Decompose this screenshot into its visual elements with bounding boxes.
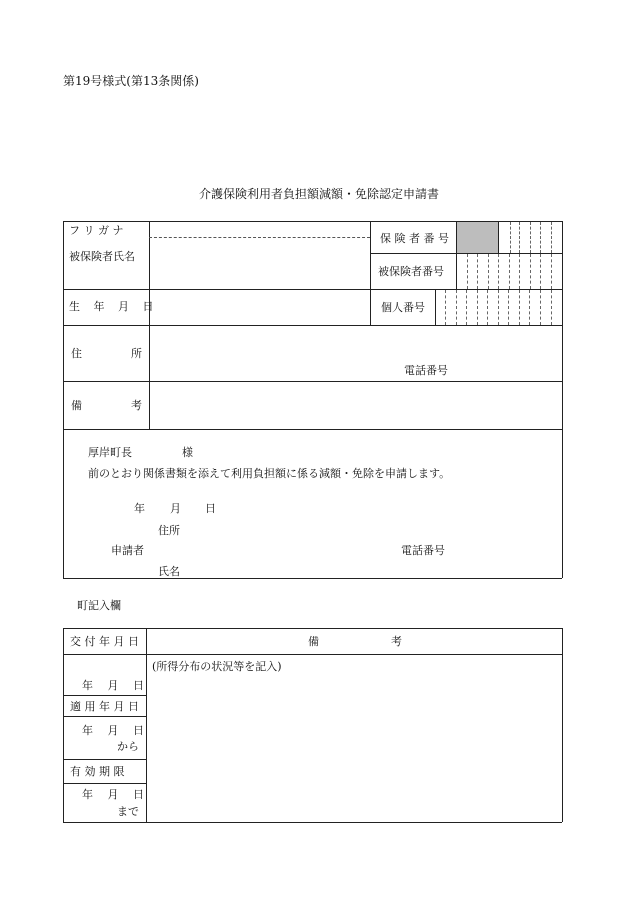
- request-statement: 前のとおり関係書類を添えて利用負担額に係る減額・免除を申請します。: [88, 467, 451, 480]
- insured-name-label: 被保険者氏名: [69, 250, 135, 263]
- issue-date-label: 交 付 年 月 日: [70, 635, 139, 648]
- address-label-part2: 所: [131, 347, 142, 360]
- furigana-label: フ リ ガ ナ: [69, 224, 124, 237]
- from-label: から: [117, 740, 139, 753]
- form-title: 介護保険利用者負担額減額・免除認定申請書: [199, 187, 440, 201]
- date-month-label: 月: [170, 502, 181, 515]
- form-number: 第19号様式(第13条関係): [63, 74, 199, 88]
- address-label-part1: 住: [71, 347, 82, 360]
- insurer-number-label: 保 険 者 番 号: [380, 232, 449, 245]
- town-remarks-label-part2: 考: [391, 635, 402, 648]
- remarks-label-part1: 備: [71, 399, 82, 412]
- until-label: まで: [117, 805, 139, 818]
- issue-date-ymd: 年 月 日: [82, 679, 144, 692]
- date-day-label: 日: [205, 502, 216, 515]
- remarks-note: (所得分布の状況等を記入): [152, 660, 282, 673]
- addressee: 厚岸町長: [88, 446, 132, 459]
- apply-date-label: 適 用 年 月 日: [70, 700, 139, 713]
- remarks-label-part2: 考: [131, 399, 142, 412]
- personal-number-label: 個人番号: [381, 301, 425, 314]
- validity-date-ymd: 年 月 日: [82, 788, 144, 801]
- applicant-label: 申請者: [111, 544, 144, 557]
- town-remarks-label-part1: 備: [308, 635, 319, 648]
- applicant-address-label: 住所: [158, 524, 180, 537]
- birthdate-label: 生 年 月 日: [69, 300, 159, 313]
- applicant-phone-label: 電話番号: [401, 544, 445, 557]
- applicant-name-label: 氏名: [158, 565, 180, 578]
- town-remarks-field[interactable]: [147, 675, 561, 821]
- insured-number-label: 被保険者番号: [378, 265, 444, 278]
- date-year-label: 年: [134, 502, 145, 515]
- honorific: 様: [182, 446, 193, 459]
- phone-label: 電話番号: [404, 364, 448, 377]
- validity-label: 有 効 期 限: [70, 765, 125, 778]
- town-section-heading: 町記入欄: [77, 599, 121, 612]
- apply-date-ymd: 年 月 日: [82, 724, 144, 737]
